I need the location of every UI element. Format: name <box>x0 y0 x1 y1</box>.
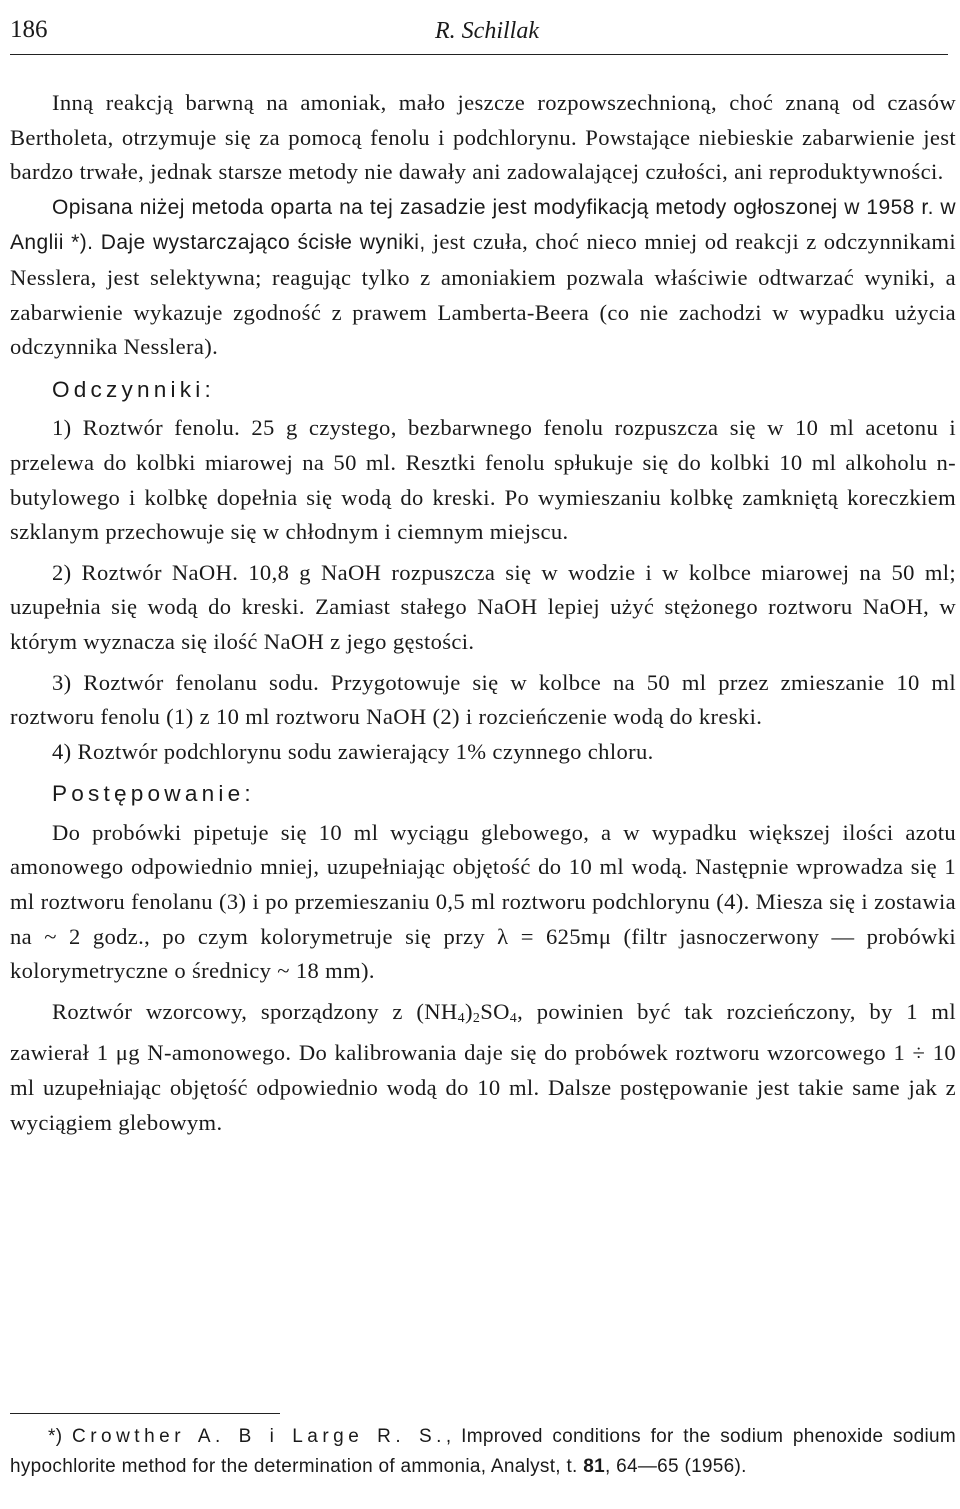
subscript-4b: 4 <box>509 1010 518 1026</box>
procedure-text-c: SO <box>480 998 510 1024</box>
procedure-text-b: ) <box>464 998 473 1024</box>
footnote-text: , Improved conditions for the sodium phenoxide sodium hypochlorite method for the determination of ammonia, Analyst, t. <box>10 1426 956 1477</box>
procedure-paragraph-2 <box>10 995 956 1140</box>
footnote-authors: Crowther A. B i Large R. S. <box>71 1426 446 1447</box>
procedure-text-d: , powinien być tak rozcieńczony, by 1 ml zawierał 1 μg N-amonowego. Do kalibrowania daje się do probówek roztworu wzorcowego 1 ÷ 10 ml uzupełniając objętość odpowiednio wodą do 10 ml. Dalsze postępowanie jest takie same jak z wyciągiem glebowym. <box>10 998 956 1135</box>
footnote-pages: , 64—65 (1956). <box>604 1456 747 1477</box>
subscript-2: 2 <box>472 1010 481 1026</box>
page-body <box>10 86 956 1140</box>
page-number: 186 <box>10 16 48 43</box>
method-paragraph-sans-text: Opisana niżej metoda oparta na tej zasadzie jest modyfikacją metody ogłoszonej w 1958 r. w Anglii *). Daje wystarczająco ścisłe wyniki, <box>10 195 956 255</box>
reagent-item-1: 1) Roztwór fenolu. 25 g czystego, bezbarwnego fenolu rozpuszcza się w 10 ml acetonu i przelewa do kolbki miarowej na 50 ml. Resztki fenolu spłukuje się do kolbki 10 ml alkoholu n-butylowego i kolbkę dopełnia się wodą do kreski. Po wymieszaniu kolbkę zamkniętą koreczkiem szklanym przechowuje się w chłodnym i ciemnym miejscu. <box>10 415 956 545</box>
footnote <box>10 1422 956 1482</box>
intro-paragraph: Inną reakcją barwną na amoniak, mało jeszcze rozpowszechnioną, choć znaną od czasów Bertholeta, otrzymuje się za pomocą fenolu i podchlorynu. Powstające niebieskie zabarwienie jest bardzo trwałe, jednak starsze metody nie dawały ani zadowalającej czułości, ani reproduktywności. <box>10 90 956 185</box>
footnote-volume: 81 <box>583 1456 605 1477</box>
footnote-mark: *) <box>48 1426 72 1447</box>
subscript-4: 4 <box>457 1010 465 1026</box>
method-paragraph-text: jest czuła, choć nieco mniej od reakcji z odczynnikami Nesslera, jest selektywna; reagując tylko z amoniakiem pozwala właściwie odtwarzać wyniki, a zabarwienie wykazuje zgodność z prawem Lamberta-Beera (co nie zachodzi w wypadku użycia odczynnika Nesslera). <box>10 229 956 360</box>
method-paragraph <box>10 190 956 365</box>
page-header <box>10 14 948 55</box>
procedure-text-a: Roztwór wzorcowy, sporządzony z (NH <box>52 998 458 1024</box>
reagent-item-3: 3) Roztwór fenolanu sodu. Przygotowuje się w kolbce na 50 ml przez zmieszanie 10 ml roztworu fenolu (1) z 10 ml roztworu NaOH (2) i rozcieńczenie wodą do kreski. <box>10 669 956 730</box>
reagent-item-4: 4) Roztwór podchlorynu sodu zawierający 1% czynnego chloru. <box>52 738 654 764</box>
footnote-divider <box>10 1413 280 1414</box>
procedure-paragraph-1: Do probówki pipetuje się 10 ml wyciągu glebowego, a w wypadku większej ilości azotu amonowego odpowiednio mniej, uzupełniając objętość do 10 ml wodą. Następnie wprowadza się 1 ml roztworu fenolanu (3) i po przemieszaniu 0,5 ml roztworu podchlorynu (4). Miesza się i zostawia na ~ 2 godz., po czym kolorymetruje się przy λ = 625mμ (filtr jasnoczerwony — probówki kolorymetryczne o średnicy ~ 18 mm). <box>10 819 956 984</box>
section-heading-procedure: Postępowanie: <box>52 781 255 807</box>
running-head-author: R. Schillak <box>435 18 539 44</box>
reagent-item-2: 2) Roztwór NaOH. 10,8 g NaOH rozpuszcza się w wodzie i w kolbce miarowej na 50 ml; uzupełnia się wodą do kreski. Zamiast stałego NaOH lepiej użyć stężonego roztworu NaOH, w którym wyznacza się ilość NaOH z jego gęstości. <box>10 559 956 654</box>
section-heading-reagents: Odczynniki: <box>52 376 215 402</box>
